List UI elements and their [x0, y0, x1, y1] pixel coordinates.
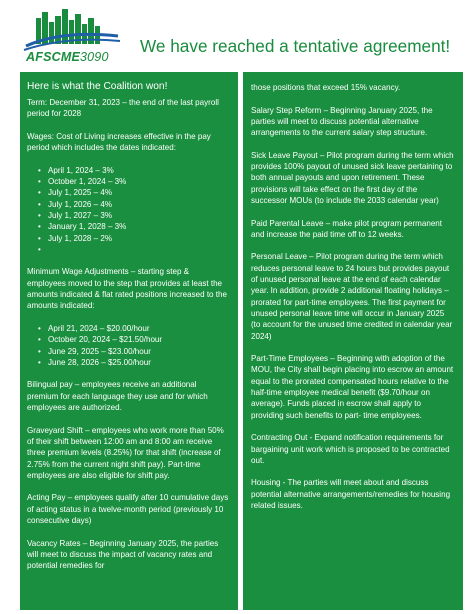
logo-wordmark: AFSCME3090: [26, 50, 109, 64]
wages-intro: Wages: Cost of Living increases effective in the pay period which includes the dates indicated:: [27, 131, 211, 153]
section-heading: Here is what the Coalition won!: [27, 81, 168, 92]
bilingual-paragraph: Bilingual pay – employees receive an additional premium for each language they use and for which employees are authorized.: [27, 380, 208, 413]
wage-item: • October 1, 2024 – 3%: [38, 176, 230, 187]
vacancy-paragraph: Vacancy Rates – Beginning January 2025, the parties will meet to discuss the impact of vacancy rates and potential remedies for: [27, 538, 219, 571]
min-wage-item: • April 21, 2024 – $20.00/hour: [38, 323, 230, 334]
wage-item: • January 1, 2028 – 3%: [38, 221, 230, 232]
salary-step-paragraph: Salary Step Reform – Beginning January 2025, the parties will meet to discuss potential alternative arrangements to the current salary step structure.: [251, 105, 433, 138]
skyline-icon: [22, 8, 122, 52]
wage-item: • July 1, 2025 – 4%: [38, 187, 230, 198]
wage-item: • July 1, 2028 – 2%: [38, 233, 230, 244]
sick-leave-paragraph: Sick Leave Payout – Pilot program during the term which provides 100% payout of unused sick leave pertaining to both annual payouts and upon retirement. These provisions will take effect on the first day of the successor MOUs (to include the 2033 calendar year): [251, 150, 454, 205]
min-wage-intro: Minimum Wage Adjustments – starting step & employees moved to the step that provides at least the amounts indicated & flat rated positions increased to the amounts indicated:: [27, 267, 227, 311]
page-header: [0, 0, 474, 70]
wage-item: • July 1, 2026 – 4%: [38, 199, 230, 210]
wage-list: [38, 165, 230, 255]
min-wage-item: • June 28, 2026 – $25.00/hour: [38, 357, 230, 368]
vacancy-continued: those positions that exceed 15% vacancy.: [251, 83, 401, 92]
housing-paragraph: Housing - The parties will meet about and discuss potential alternative arrangements/remedies for housing related issues.: [251, 478, 451, 510]
acting-paragraph: Acting Pay – employees qualify after 10 cumulative days of acting status in a twelve-month period (previously 10 consecutive days): [27, 493, 229, 525]
parental-leave-paragraph: Paid Parental Leave – make pilot program permanent and increase the paid time off to 12 weeks.: [251, 218, 442, 239]
right-column: [243, 72, 463, 610]
graveyard-paragraph: Graveyard Shift – employees who work more than 50% of their shift between 12:00 am and 8:00 am receive three premium levels (8.25%) for that shift (increase of 2.75% from the current night shift pay). Part-time employees are also eligible for shift pay.: [27, 425, 224, 480]
contracting-paragraph: Contracting Out - Expand notification requirements for bargaining unit work which is proposed to be contracted out.: [251, 433, 450, 465]
wage-item: • April 1, 2024 – 3%: [38, 165, 230, 176]
min-wage-list: [38, 323, 230, 368]
part-time-paragraph: Part-Time Employees – Beginning with adoption of the MOU, the City shall begin placing into escrow an amount equal to the prorated compensated hours relative to the half-time employee medical benefit ($9.70/hour on average). Funds placed in escrow shall apply to providing such benefits to part- time employees.: [251, 354, 454, 420]
personal-leave-paragraph: Personal Leave – Pilot program during the term which reduces personal leave to 24 hours but provides payout of unused personal leave at the end of each calendar year. In addition, provide 2 additional floating holidays – prorated for part-time employees. The first payment for unused personal leave time will occur in January 2025 (to account for the unused time credited in calendar year 2024): [251, 252, 453, 341]
min-wage-item: • June 29, 2025 – $23.00/hour: [38, 346, 230, 357]
headline: We have reached a tentative agreement!: [140, 36, 451, 56]
wage-item-empty: [38, 244, 230, 255]
afscme-logo: [22, 8, 122, 66]
term-paragraph: Term: December 31, 2023 – the end of the last payroll period for 2028: [27, 98, 219, 119]
min-wage-item: • October 20, 2024 – $21.50/hour: [38, 334, 230, 345]
left-column: [20, 72, 238, 610]
wage-item: • July 1, 2027 – 3%: [38, 210, 230, 221]
